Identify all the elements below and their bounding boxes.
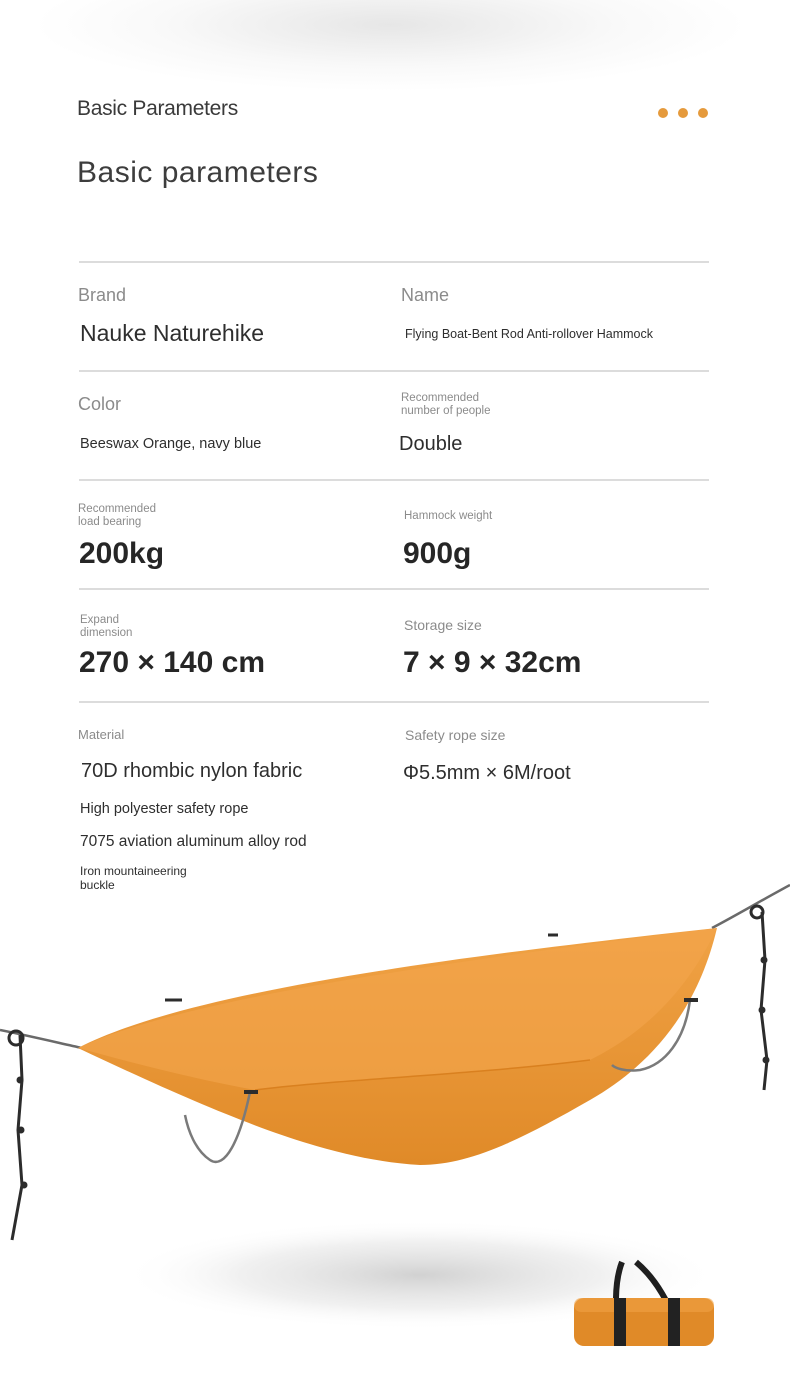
material-item-4-line-1: Iron mountaineering xyxy=(80,864,187,878)
storage-value: 7 × 9 × 32cm xyxy=(403,646,582,679)
dot-2 xyxy=(678,108,688,118)
people-label-line-2: number of people xyxy=(401,405,491,417)
weight-value: 900g xyxy=(403,537,472,570)
storage-bag-highlight xyxy=(574,1298,714,1312)
section-header-title: Basic Parameters xyxy=(77,97,238,120)
material-item-1: 70D rhombic nylon fabric xyxy=(81,760,303,782)
expand-value: 270 × 140 cm xyxy=(79,646,265,679)
row-divider-1 xyxy=(79,261,709,263)
left-knot-2 xyxy=(18,1127,25,1134)
expand-label-line-1: Expand xyxy=(80,614,120,626)
right-knot-3 xyxy=(763,1057,770,1064)
brand-value: Nauke Naturehike xyxy=(80,320,265,346)
right-knot-2 xyxy=(759,1007,766,1014)
dot-3 xyxy=(698,108,708,118)
row-divider-5 xyxy=(79,701,709,703)
people-label xyxy=(401,392,491,418)
color-value: Beeswax Orange, navy blue xyxy=(80,436,262,452)
right-buckle xyxy=(751,906,763,918)
row-divider-2 xyxy=(79,370,709,372)
load-label-line-2: load bearing xyxy=(78,516,142,528)
rope-size-value: Φ5.5mm × 6M/root xyxy=(403,762,571,784)
load-label-line-1: Recommended xyxy=(78,503,156,515)
left-knot-1 xyxy=(17,1077,24,1084)
bag-strap-left xyxy=(614,1298,626,1346)
dot-1 xyxy=(658,108,668,118)
expand-label-line-2: dimension xyxy=(80,627,133,639)
material-item-4-line-2: buckle xyxy=(80,878,115,892)
weight-label: Hammock weight xyxy=(404,510,493,522)
material-label: Material xyxy=(78,727,125,742)
row-divider-3 xyxy=(79,479,709,481)
header-dots-decoration xyxy=(658,108,708,118)
load-value: 200kg xyxy=(79,537,165,570)
name-label: Name xyxy=(401,285,450,305)
bag-strap-right xyxy=(668,1298,680,1346)
left-knot-3 xyxy=(21,1182,28,1189)
load-label xyxy=(78,503,156,529)
name-value: Flying Boat-Bent Rod Anti-rollover Hammock xyxy=(405,327,654,341)
material-item-2: High polyester safety rope xyxy=(80,801,249,817)
top-background-haze xyxy=(40,0,740,90)
people-label-line-1: Recommended xyxy=(401,392,479,404)
material-item-3: 7075 aviation aluminum alloy rod xyxy=(80,833,307,850)
right-anchor-rope xyxy=(712,885,790,928)
color-label: Color xyxy=(78,394,122,414)
left-hanging-strap xyxy=(12,1035,22,1240)
brand-label: Brand xyxy=(78,285,127,305)
hammock-product-illustration xyxy=(0,880,790,1383)
expand-label xyxy=(80,614,132,640)
rope-size-label: Safety rope size xyxy=(405,727,506,743)
right-knot-1 xyxy=(761,957,768,964)
people-value: Double xyxy=(399,433,463,455)
row-divider-4 xyxy=(79,588,709,590)
page-subtitle: Basic parameters xyxy=(77,156,319,189)
storage-label: Storage size xyxy=(404,617,482,633)
